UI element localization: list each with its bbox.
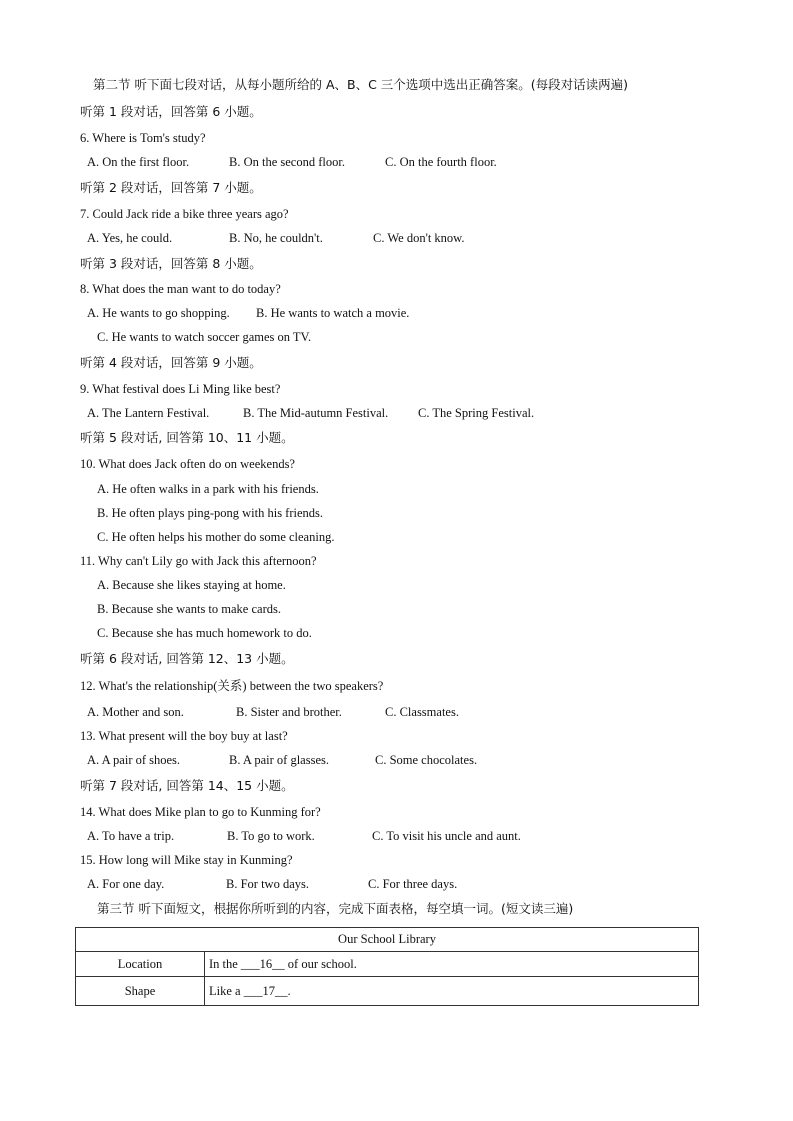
question-13-option-a: A. A pair of shoes. bbox=[87, 753, 181, 767]
question-12: 12. What's the relationship(关系) between the two speakers? bbox=[80, 679, 384, 693]
question-9-option-a: A. The Lantern Festival. bbox=[87, 406, 210, 420]
question-10-option-c: C. He often helps his mother do some cleaning. bbox=[97, 530, 335, 544]
shape-label: Shape bbox=[76, 977, 205, 1006]
question-8: 8. What does the man want to do today? bbox=[80, 282, 281, 296]
question-14-option-b: B. To go to work. bbox=[227, 829, 315, 843]
section3-instructions: 第三节 听下面短文，根据你所听到的内容，完成下面表格，每空填一词。(短文读三遍) bbox=[97, 901, 574, 916]
question-6-option-c: C. On the fourth floor. bbox=[385, 155, 497, 169]
question-7-option-c: C. We don't know. bbox=[373, 231, 465, 245]
question-15-option-a: A. For one day. bbox=[87, 877, 165, 891]
question-11-option-a: A. Because she likes staying at home. bbox=[97, 578, 286, 592]
question-14-option-c: C. To visit his uncle and aunt. bbox=[372, 829, 521, 843]
question-8-option-b: B. He wants to watch a movie. bbox=[256, 306, 410, 320]
question-6-option-a: A. On the first floor. bbox=[87, 155, 190, 169]
question-10-option-a: A. He often walks in a park with his friends. bbox=[97, 482, 319, 496]
dialogue-4-heading: 听第 4 段对话，回答第 9 小题。 bbox=[80, 355, 262, 370]
question-8-option-a: A. He wants to go shopping. bbox=[87, 306, 230, 320]
question-7-option-b: B. No, he couldn't. bbox=[229, 231, 323, 245]
question-7: 7. Could Jack ride a bike three years ago? bbox=[80, 207, 289, 221]
question-14: 14. What does Mike plan to go to Kunming for? bbox=[80, 805, 321, 819]
dialogue-5-heading: 听第 5 段对话, 回答第 10、11 小题。 bbox=[80, 430, 294, 445]
dialogue-3-heading: 听第 3 段对话，回答第 8 小题。 bbox=[80, 256, 262, 271]
question-12-option-a: A. Mother and son. bbox=[87, 705, 184, 719]
dialogue-2-heading: 听第 2 段对话，回答第 7 小题。 bbox=[80, 180, 262, 195]
question-7-option-a: A. Yes, he could. bbox=[87, 231, 173, 245]
question-13-option-b: B. A pair of glasses. bbox=[229, 753, 329, 767]
question-15: 15. How long will Mike stay in Kunming? bbox=[80, 853, 293, 867]
question-8-option-c: C. He wants to watch soccer games on TV. bbox=[97, 330, 312, 344]
library-table-title: Our School Library bbox=[76, 928, 699, 952]
question-15-option-b: B. For two days. bbox=[226, 877, 309, 891]
dialogue-1-heading: 听第 1 段对话，回答第 6 小题。 bbox=[80, 104, 262, 119]
question-10: 10. What does Jack often do on weekends? bbox=[80, 457, 295, 471]
question-11-option-c: C. Because she has much homework to do. bbox=[97, 626, 312, 640]
question-13-option-c: C. Some chocolates. bbox=[375, 753, 478, 767]
question-11-option-b: B. Because she wants to make cards. bbox=[97, 602, 281, 616]
question-12-option-c: C. Classmates. bbox=[385, 705, 459, 719]
question-6-option-b: B. On the second floor. bbox=[229, 155, 345, 169]
question-12-option-b: B. Sister and brother. bbox=[236, 705, 342, 719]
question-15-option-c: C. For three days. bbox=[368, 877, 458, 891]
question-6: 6. Where is Tom's study? bbox=[80, 131, 206, 145]
location-value: In the ___16__ of our school. bbox=[205, 952, 699, 977]
location-label: Location bbox=[76, 952, 205, 977]
shape-value: Like a ___17__. bbox=[205, 977, 699, 1006]
dialogue-6-heading: 听第 6 段对话, 回答第 12、13 小题。 bbox=[80, 651, 294, 666]
question-11: 11. Why can't Lily go with Jack this afternoon? bbox=[80, 554, 317, 568]
question-9-option-c: C. The Spring Festival. bbox=[418, 406, 535, 420]
section2-instructions: 第二节 听下面七段对话，从每小题所给的 A、B、C 三个选项中选出正确答案。(每段对话读两遍) bbox=[93, 77, 629, 92]
library-table bbox=[75, 927, 699, 1006]
question-13: 13. What present will the boy buy at last? bbox=[80, 729, 288, 743]
question-14-option-a: A. To have a trip. bbox=[87, 829, 175, 843]
dialogue-7-heading: 听第 7 段对话, 回答第 14、15 小题。 bbox=[80, 778, 294, 793]
question-9: 9. What festival does Li Ming like best? bbox=[80, 382, 281, 396]
question-9-option-b: B. The Mid-autumn Festival. bbox=[243, 406, 389, 420]
question-10-option-b: B. He often plays ping-pong with his friends. bbox=[97, 506, 324, 520]
